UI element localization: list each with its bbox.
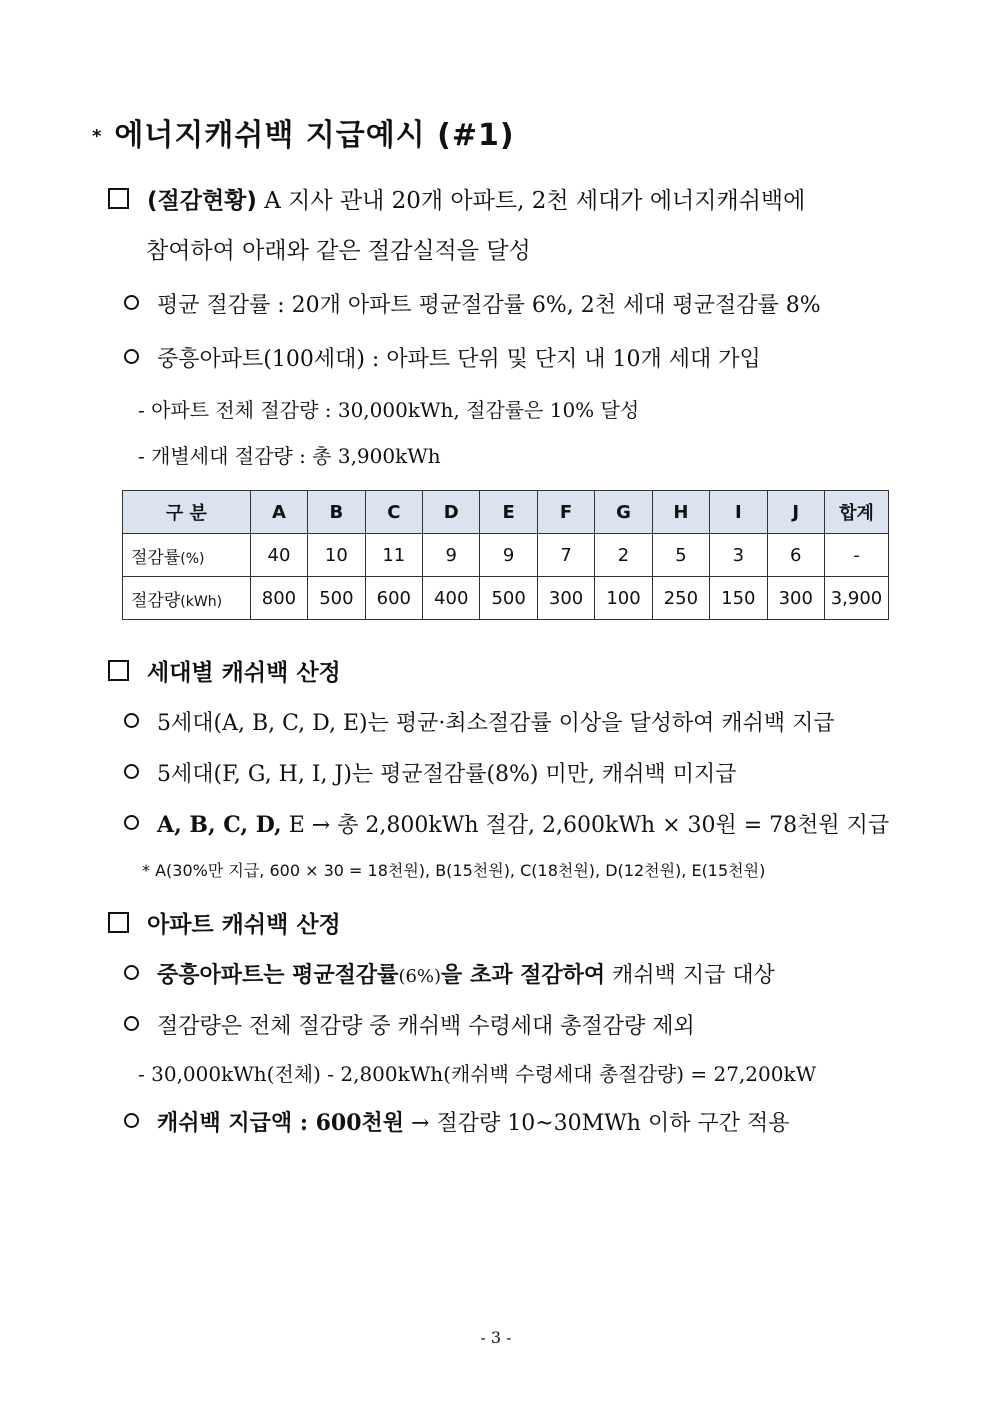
table-header: I xyxy=(710,491,767,534)
row-unit: (%) xyxy=(180,550,205,567)
section1-dash-1: - 아파트 전체 절감량 : 30,000kWh, 절감률은 10% 달성 xyxy=(138,398,640,422)
section3-dash-1: - 30,000kWh(전체) - 2,800kWh(캐쉬백 수령세대 총절감량) = 27,200kW xyxy=(138,1062,817,1086)
circle-bullet-icon xyxy=(124,349,139,364)
row-label xyxy=(123,534,251,577)
table-header: 구 분 xyxy=(123,491,251,534)
section1-bullet-2 xyxy=(124,342,761,373)
table-cell: 7 xyxy=(537,534,594,577)
table-cell: 100 xyxy=(595,577,652,620)
section1-bullet-1 xyxy=(124,288,821,319)
bullet-bold-text: 중흥아파트는 평균절감률 xyxy=(157,962,399,988)
section2-bullet-2 xyxy=(124,757,737,788)
table-cell: 6 xyxy=(767,534,824,577)
bullet-text: 5세대(F, G, H, I, J)는 평균절감률(8%) 미만, 캐쉬백 미지급 xyxy=(157,762,737,787)
table-header: E xyxy=(480,491,537,534)
checkbox-square-icon xyxy=(108,188,129,209)
table-header: J xyxy=(767,491,824,534)
table-cell: - xyxy=(824,534,888,577)
bullet-text: 평균 절감률 : 20개 아파트 평균절감률 6%, 2천 세대 평균절감률 8% xyxy=(157,293,821,318)
table-cell: 3,900 xyxy=(824,577,888,620)
bullet-text: 중흥아파트(100세대) : 아파트 단위 및 단지 내 10개 세대 가입 xyxy=(157,347,761,372)
table-cell: 800 xyxy=(250,577,307,620)
circle-bullet-icon xyxy=(124,965,139,980)
table-cell: 5 xyxy=(652,534,709,577)
table-header: D xyxy=(423,491,480,534)
row-label-text: 절감량 xyxy=(131,590,181,611)
section2-bullet-1 xyxy=(124,706,835,737)
bullet-bold-text: A, B, C, D, xyxy=(157,812,282,838)
section2-heading: 세대별 캐쉬백 산정 xyxy=(147,660,341,686)
section3-heading: 아파트 캐쉬백 산정 xyxy=(147,912,341,938)
table-header-row xyxy=(123,491,889,534)
section3-bullet-2 xyxy=(124,1009,695,1040)
circle-bullet-icon xyxy=(124,295,139,310)
table-cell: 9 xyxy=(423,534,480,577)
table-cell: 600 xyxy=(365,577,422,620)
table-cell: 400 xyxy=(423,577,480,620)
table-cell: 500 xyxy=(480,577,537,620)
bullet-text: 절감량은 전체 절감량 중 캐쉬백 수령세대 총절감량 제외 xyxy=(157,1014,695,1039)
circle-bullet-icon xyxy=(124,764,139,779)
table-row xyxy=(123,577,889,620)
section2-heading-line xyxy=(108,654,341,687)
table-header: G xyxy=(595,491,652,534)
section1-text: A 지사 관내 20개 아파트, 2천 세대가 에너지캐쉬백에 xyxy=(264,188,806,214)
section1-line2: 참여하여 아래와 같은 절감실적을 달성 xyxy=(146,238,531,264)
table-header: 합계 xyxy=(824,491,888,534)
bullet-text: E → 총 2,800kWh 절감, 2,600kWh × 30원 = 78천원 지급 xyxy=(288,813,890,838)
checkbox-square-icon xyxy=(108,660,129,681)
table-header: F xyxy=(537,491,594,534)
table-row xyxy=(123,534,889,577)
bullet-bold-text: 캐쉬백 지급액 : 600천원 xyxy=(157,1110,405,1136)
table-cell: 250 xyxy=(652,577,709,620)
row-label xyxy=(123,577,251,620)
table-cell: 500 xyxy=(308,577,365,620)
table-cell: 2 xyxy=(595,534,652,577)
table-cell: 10 xyxy=(308,534,365,577)
table-header: B xyxy=(308,491,365,534)
bullet-bold-text: 을 초과 절감하여 xyxy=(441,962,606,988)
page-title xyxy=(92,110,515,154)
table-header: C xyxy=(365,491,422,534)
table-cell: 11 xyxy=(365,534,422,577)
section1-line1 xyxy=(108,182,805,215)
savings-table xyxy=(122,490,889,620)
table-header: A xyxy=(250,491,307,534)
bullet-text: → 절감량 10~30MWh 이하 구간 적용 xyxy=(411,1111,790,1136)
bullet-text: 캐쉬백 지급 대상 xyxy=(612,963,775,988)
title-mark: * xyxy=(92,126,103,147)
page-title-text: 에너지캐쉬백 지급예시 (#1) xyxy=(114,118,515,153)
page-number: - 3 - xyxy=(480,1328,512,1347)
checkbox-square-icon xyxy=(108,912,129,933)
circle-bullet-icon xyxy=(124,1113,139,1128)
row-unit: (kWh) xyxy=(180,593,223,610)
section1-heading: (절감현황) xyxy=(147,188,257,214)
table-cell: 150 xyxy=(710,577,767,620)
table-cell: 40 xyxy=(250,534,307,577)
circle-bullet-icon xyxy=(124,713,139,728)
table-cell: 3 xyxy=(710,534,767,577)
bullet-text: (6%) xyxy=(398,966,442,987)
row-label-text: 절감률 xyxy=(131,547,181,568)
section3-bullet-3 xyxy=(124,1106,789,1137)
section2-bullet-3 xyxy=(124,808,889,839)
table-header: H xyxy=(652,491,709,534)
table-cell: 300 xyxy=(537,577,594,620)
circle-bullet-icon xyxy=(124,1016,139,1031)
section1-dash-2: - 개별세대 절감량 : 총 3,900kWh xyxy=(138,444,441,468)
bullet-text: 5세대(A, B, C, D, E)는 평균·최소절감률 이상을 달성하여 캐쉬백 지급 xyxy=(157,711,835,736)
section2-note: * A(30%만 지급, 600 × 30 = 18천원), B(15천원), C(18천원), D(12천원), E(15천원) xyxy=(142,861,766,880)
section3-heading-line xyxy=(108,906,341,939)
circle-bullet-icon xyxy=(124,815,139,830)
section3-bullet-1 xyxy=(124,958,775,989)
table-cell: 300 xyxy=(767,577,824,620)
table-cell: 9 xyxy=(480,534,537,577)
